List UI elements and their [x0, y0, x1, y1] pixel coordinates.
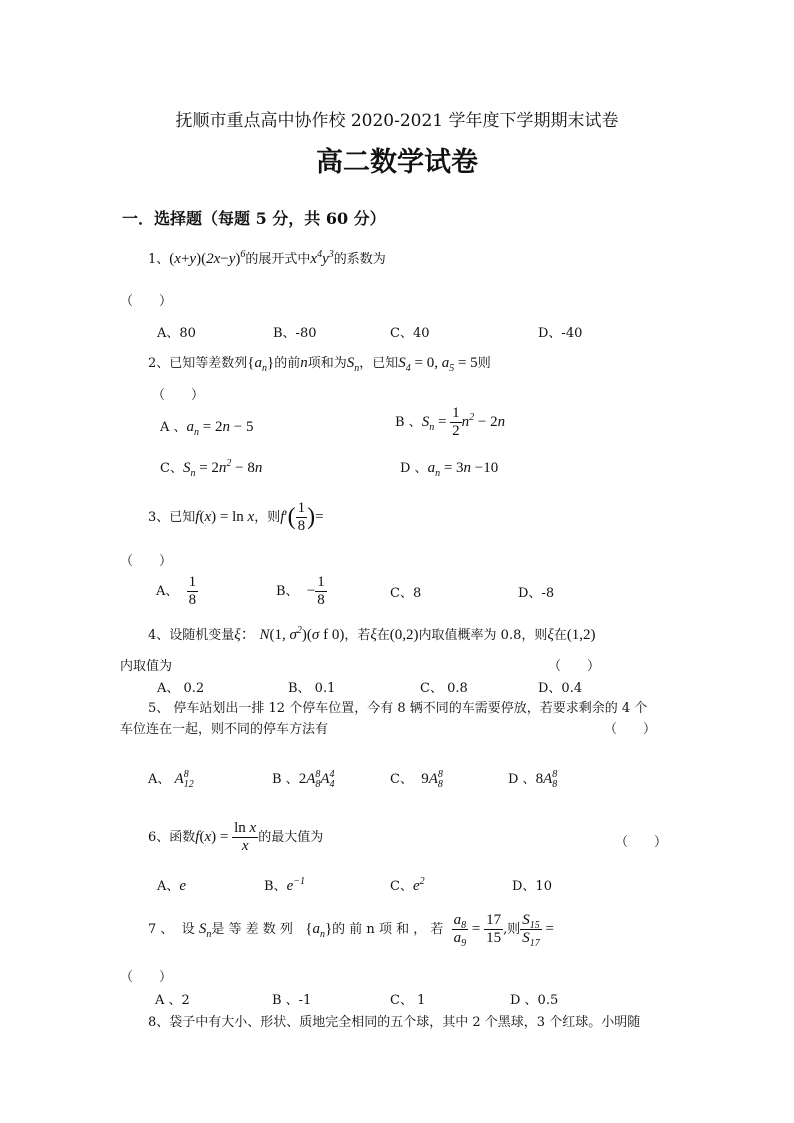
option-label: A、: [156, 584, 179, 599]
option-label: A、: [148, 772, 171, 787]
option-label: D 、: [508, 772, 536, 787]
math-expression: $e^2$: [412, 876, 425, 894]
answer-paren: （ ）: [152, 388, 205, 403]
question-text: 设: [181, 921, 195, 937]
question-text: 则: [477, 356, 491, 371]
option-c[interactable]: C、 0.8: [420, 681, 468, 696]
question-text: ，已知: [359, 356, 399, 371]
option-b[interactable]: B 、-1: [272, 993, 312, 1008]
option-a[interactable]: A 、2: [155, 993, 190, 1008]
option-c[interactable]: [160, 457, 262, 477]
question-1: [148, 248, 386, 268]
question-text: 项和为: [307, 356, 347, 371]
exam-title: 高二数学试卷: [316, 147, 478, 178]
math-expression: $\frac{1}{8}$: [188, 574, 197, 608]
question-text: 的最大值为: [258, 829, 324, 845]
option-a[interactable]: [156, 574, 198, 609]
math-expression: $(x+y)(2x-y)^6$: [169, 249, 246, 267]
answer-paren: （ ）: [604, 722, 657, 737]
math-expression: ξ： N(1, $\sigma^2)(\sigma$ f 0): [234, 625, 345, 643]
math-expression: $\frac{S_{15}}{S_{17}}$ =: [522, 912, 554, 949]
math-expression: $A^8_{12}$: [174, 769, 194, 790]
question-text: ，则: [254, 509, 281, 525]
question-number: 7 、: [148, 921, 174, 937]
math-expression: $S_n = 2n^2 - 8n$: [182, 458, 263, 479]
option-d[interactable]: [400, 457, 498, 477]
math-expression: $\frac{a_8}{a_9}$ = $\frac{17}{15}$: [453, 912, 502, 949]
math-expression: $\{a_n\}$: [247, 355, 275, 374]
answer-paren: （ ）: [548, 659, 601, 674]
option-label: A 、: [160, 420, 187, 435]
option-a[interactable]: A、 0.2: [157, 681, 205, 696]
option-label: B 、: [272, 772, 299, 787]
option-d[interactable]: D、-40: [538, 326, 583, 341]
question-text: 的系数为: [333, 252, 386, 267]
option-b[interactable]: B、-80: [273, 326, 317, 341]
option-d[interactable]: D、0.4: [538, 681, 583, 696]
math-expression: $9A^8_8$: [421, 769, 443, 790]
option-b[interactable]: [276, 574, 327, 609]
option-label: D 、: [400, 461, 428, 476]
question-text: 是 等 差 数 列: [211, 921, 293, 937]
math-expression: n: [300, 355, 308, 371]
question-2: [148, 352, 491, 372]
question-text: 的 前 n 项 和 ， 若: [332, 921, 444, 937]
option-d[interactable]: D、10: [512, 879, 552, 894]
math-expression: $8A^8_8$: [535, 769, 558, 790]
question-4: [148, 623, 596, 644]
question-number: 4、: [148, 628, 170, 643]
option-c[interactable]: C、 1: [390, 993, 426, 1008]
math-expression: $S_n$ = $\frac{1}{2}$ $n^2 - 2n$: [421, 405, 506, 439]
question-5-line2: 车位连在一起，则不同的停车方法有: [120, 722, 329, 737]
math-expression: e: [179, 878, 187, 894]
option-label: B、: [264, 879, 287, 894]
question-text: 的前: [274, 356, 301, 371]
question-text: 设随机变量: [169, 628, 235, 643]
question-6: [148, 820, 323, 855]
option-b[interactable]: B、 0.1: [288, 681, 336, 696]
option-a[interactable]: A、80: [157, 326, 196, 341]
question-4-line2: 内取值为: [120, 659, 173, 674]
question-number: 1、: [148, 252, 170, 267]
option-d[interactable]: D 、0.5: [510, 993, 559, 1008]
question-number: 3、: [148, 509, 170, 525]
question-number: 2、: [148, 356, 170, 371]
question-text: ，若: [344, 628, 371, 643]
answer-paren: （ ）: [615, 835, 668, 850]
question-7: [148, 912, 554, 947]
option-label: C、: [390, 879, 413, 894]
option-b[interactable]: [264, 875, 305, 895]
math-expression: $e^{-1}$: [286, 876, 305, 894]
question-text: 的展开式中: [245, 252, 311, 267]
option-a[interactable]: [148, 768, 194, 788]
answer-paren: （ ）: [120, 294, 173, 309]
answer-paren: （ ）: [120, 554, 173, 569]
question-text: ,则: [503, 921, 521, 937]
math-expression: $2A^8_8A^4_4$: [298, 769, 335, 790]
question-text: 在: [553, 628, 567, 643]
math-expression: $x^4y^3$: [310, 249, 334, 267]
option-b[interactable]: [395, 405, 505, 440]
math-expression: $S_n$: [198, 920, 212, 940]
math-expression: f(x) = ln x: [195, 508, 255, 525]
option-d[interactable]: [508, 768, 557, 788]
answer-paren: （ ）: [120, 970, 173, 985]
math-expression: $a_n = 2n - 5$: [186, 419, 254, 438]
option-d[interactable]: D、-8: [518, 586, 555, 601]
question-number: 6、: [148, 829, 170, 845]
option-c[interactable]: [390, 875, 425, 895]
math-expression: ξ: [547, 627, 554, 643]
option-c[interactable]: [390, 768, 443, 788]
math-expression: $a_n = 3n -10$: [427, 460, 499, 479]
math-expression: (1,2): [566, 627, 596, 643]
option-a[interactable]: [160, 416, 253, 436]
math-expression: − $\frac{1}{8}$: [306, 574, 325, 608]
option-a[interactable]: [157, 875, 186, 895]
question-text: 已知等差数列: [169, 356, 248, 371]
question-text: 内取值概率为 0.8，则: [418, 628, 548, 643]
math-expression: $S_n$: [346, 355, 360, 374]
option-label: C、: [160, 461, 183, 476]
math-expression: ξ: [370, 627, 377, 643]
question-text: 已知: [169, 509, 196, 525]
question-3: [148, 500, 324, 535]
option-label: B 、: [395, 414, 422, 430]
option-c[interactable]: C、40: [390, 326, 430, 341]
question-text: 函数: [169, 829, 196, 845]
option-label: B、: [276, 583, 299, 599]
option-label: A、: [157, 879, 180, 894]
math-expression: $S_4 = 0$, $a_5 = 5$: [398, 355, 478, 374]
question-8: 8、袋子中有大小、形状、质地完全相同的五个球，其中 2 个黑球，3 个红球。小明随: [148, 1015, 641, 1030]
question-text: 在: [376, 628, 390, 643]
math-expression: f′( $\frac{1}{8}$ )=: [280, 500, 324, 534]
section-heading: 一．选择题（每题 5 分，共 60 分）: [122, 209, 386, 228]
math-expression: $\{a_n\}$: [305, 920, 333, 940]
question-5: 5、 停车站划出一排 12 个停车位置，今有 8 辆不同的车需要停放，若要求剩余的 4 个: [148, 701, 648, 716]
math-expression: (0,2): [389, 627, 419, 643]
option-label: C、: [390, 772, 413, 787]
option-b[interactable]: [272, 768, 335, 788]
math-expression: f(x) = $\frac{\text{ln x}}{x}$: [195, 820, 257, 854]
exam-subtitle: 抚顺市重点高中协作校 2020-2021 学年度下学期期末试卷: [175, 111, 619, 131]
option-c[interactable]: C、8: [390, 586, 422, 601]
